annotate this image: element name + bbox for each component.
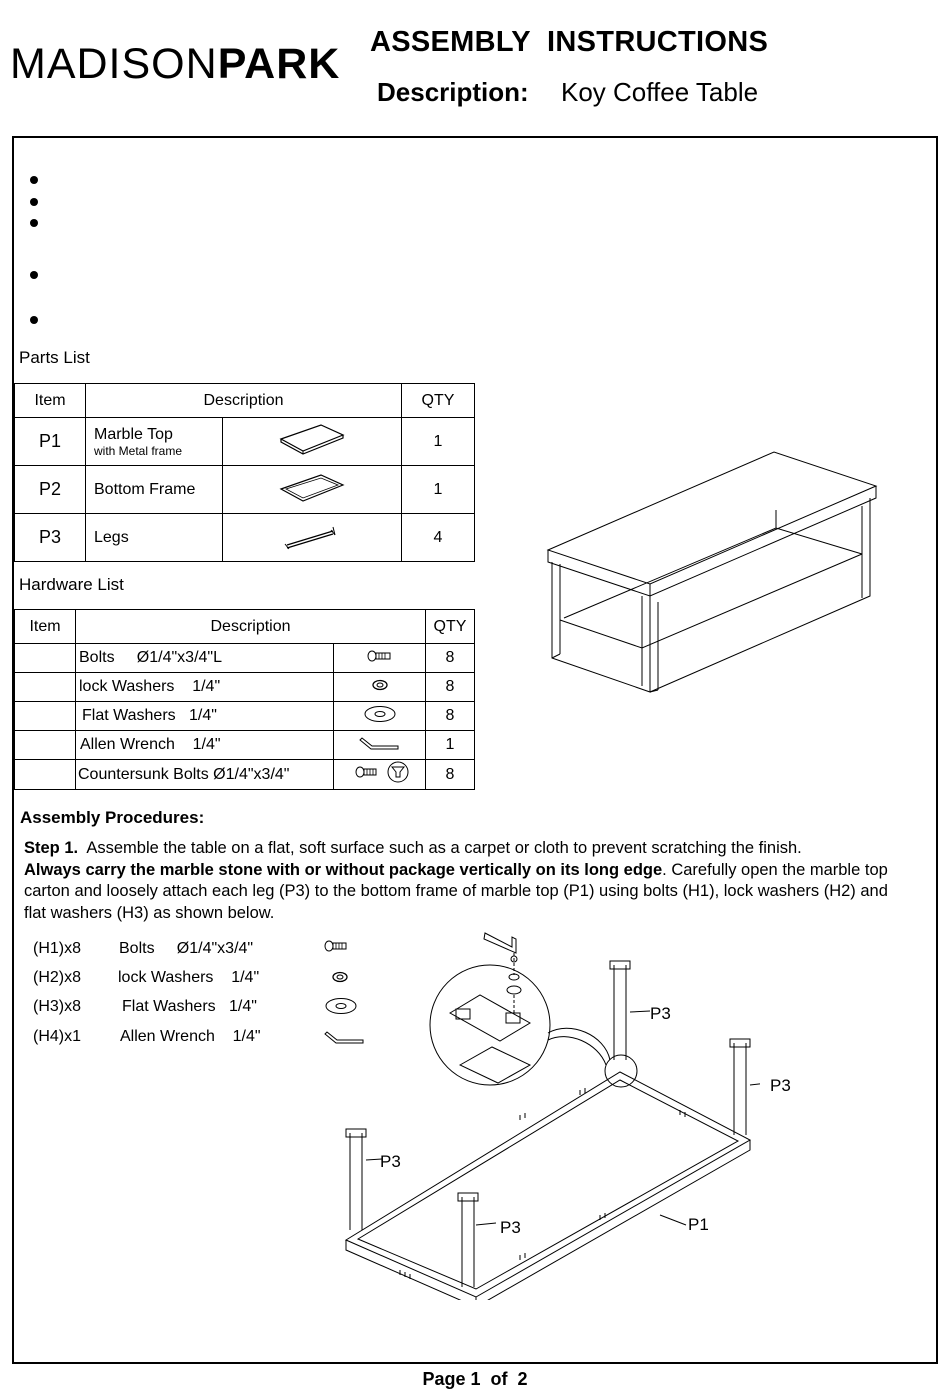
lock-washer-icon [334, 673, 426, 702]
table-row [15, 702, 475, 731]
coffee-table-illustration [540, 450, 885, 715]
part-name: Marble Top [94, 425, 173, 443]
table-row [15, 673, 475, 702]
step-hw-row [33, 969, 260, 987]
bullet-4 [30, 271, 38, 279]
step-hw-row [33, 940, 254, 958]
part-description [86, 466, 223, 514]
hw-description: Countersunk Bolts Ø1/4"x3/4" [76, 760, 334, 790]
bottom-frame-icon [223, 466, 402, 514]
bullet-2 [30, 198, 38, 206]
part-qty: 1 [402, 418, 475, 466]
label-p3: P3 [770, 1076, 791, 1095]
hw-name: Flat Washers 1/4" [122, 998, 257, 1015]
allen-wrench-icon [334, 731, 426, 760]
hw-name: Bolts Ø1/4"x3/4" [119, 940, 254, 957]
hw-qty: 8 [426, 673, 475, 702]
hw-name: Allen Wrench 1/4" [120, 1028, 261, 1045]
part-item: P3 [15, 514, 86, 562]
brand-logo [10, 40, 340, 89]
bullet-3 [30, 219, 38, 227]
parts-col-item: Item [15, 384, 86, 418]
marble-top-icon [223, 418, 402, 466]
procedures-heading: Assembly Procedures: [20, 808, 205, 827]
step-1-text-b: . Carefully open the marble top carton and loosely attach each leg (P3) to the bottom frame of marble top (P1) using bolts (H1), lock washers (H2) and flat washers (H3) as shown below. [24, 860, 888, 922]
hw-description: Allen Wrench 1/4" [76, 731, 334, 760]
leg-icon [223, 514, 402, 562]
part-item: P2 [15, 466, 86, 514]
bullet-5 [30, 316, 38, 324]
hw-item [15, 702, 76, 731]
part-sub: with Metal frame [94, 443, 183, 458]
step-1-text [24, 838, 904, 924]
part-name: Bottom Frame [94, 480, 196, 498]
page-number: Page 1 of 2 [422, 1369, 528, 1389]
hw-qty: 1 [426, 731, 475, 760]
table-row [15, 514, 475, 562]
hw-col-item: Item [15, 610, 76, 644]
label-p3: P3 [500, 1218, 521, 1237]
flat-washer-icon [334, 702, 426, 731]
hw-description: Bolts Ø1/4"x3/4"L [76, 644, 334, 673]
part-qty: 4 [402, 514, 475, 562]
parts-col-qty: QTY [402, 384, 475, 418]
label-p1: P1 [688, 1215, 709, 1234]
description-value: Koy Coffee Table [561, 77, 759, 107]
part-description [86, 514, 223, 562]
table-row [15, 644, 475, 673]
logo-madison: MADISON [10, 40, 218, 88]
part-name: Legs [94, 528, 129, 546]
hw-name: lock Washers 1/4" [118, 969, 260, 986]
hw-code: (H3)x8 [33, 998, 82, 1015]
hardware-table [14, 609, 475, 790]
parts-col-description: Description [86, 384, 402, 418]
bullet-1 [30, 176, 38, 184]
assembly-diagram [330, 925, 760, 1300]
step-1-label: Step 1. [24, 839, 79, 857]
step-1-text-a: Assemble the table on a flat, soft surface such as a carpet or cloth to prevent scratching the finish. [86, 839, 802, 857]
page-title: ASSEMBLY INSTRUCTIONS [370, 26, 769, 58]
part-qty: 1 [402, 466, 475, 514]
hw-item [15, 673, 76, 702]
hw-item [15, 760, 76, 790]
description-label: Description: [377, 77, 529, 107]
step-1-warning: Always carry the marble stone with or without package vertically on its long edge [24, 860, 663, 879]
hw-code: (H2)x8 [33, 969, 82, 986]
table-row [15, 418, 475, 466]
hw-qty: 8 [426, 644, 475, 673]
step-hw-row [33, 1028, 261, 1046]
hw-code: (H1)x8 [33, 940, 82, 957]
label-p3: P3 [650, 1004, 671, 1023]
hw-qty: 8 [426, 702, 475, 731]
hardware-list-heading: Hardware List [19, 575, 124, 594]
bolt-icon [334, 644, 426, 673]
table-row [15, 760, 475, 790]
table-row [15, 731, 475, 760]
hw-item [15, 731, 76, 760]
hw-description: lock Washers 1/4" [76, 673, 334, 702]
hw-col-qty: QTY [426, 610, 475, 644]
hw-col-description: Description [76, 610, 426, 644]
step-hw-row [33, 998, 257, 1016]
table-row [15, 466, 475, 514]
part-description [86, 418, 223, 466]
hw-code: (H4)x1 [33, 1028, 82, 1045]
hw-qty: 8 [426, 760, 475, 790]
part-item: P1 [15, 418, 86, 466]
hw-item [15, 644, 76, 673]
countersunk-bolt-icon [334, 760, 426, 790]
parts-list-heading: Parts List [19, 348, 90, 367]
label-p3: P3 [380, 1152, 401, 1171]
logo-park: PARK [217, 40, 341, 88]
parts-table [14, 383, 475, 562]
hw-description: Flat Washers 1/4" [76, 702, 334, 731]
